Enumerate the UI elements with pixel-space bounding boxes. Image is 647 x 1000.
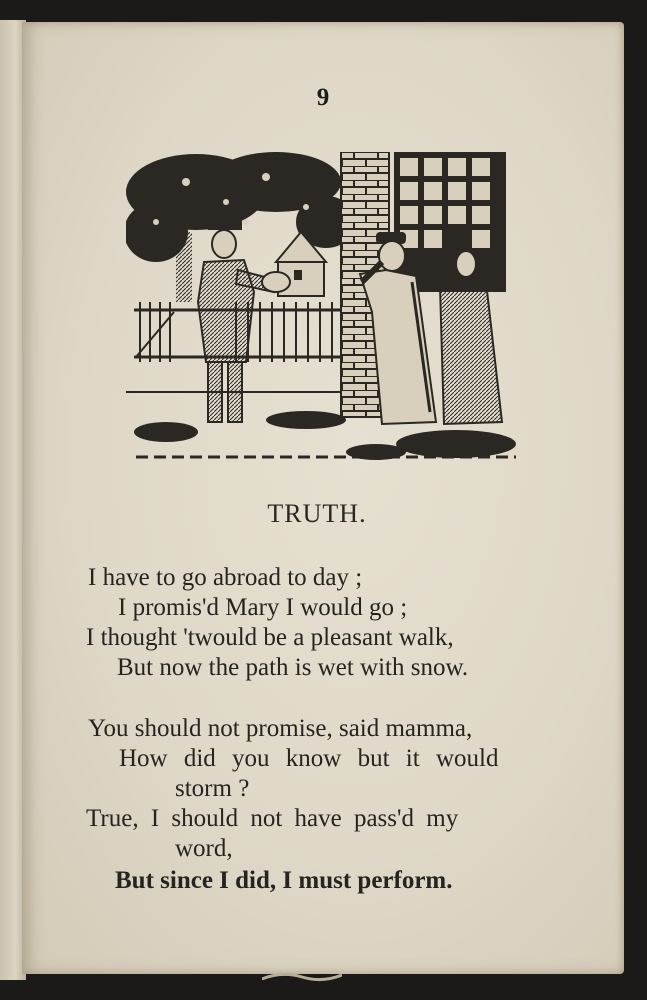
woodcut-illustration-icon [126,152,518,472]
poem-line: I promis'd Mary I would go ; [118,594,408,621]
poem-line: You should not promise, said mamma, [88,715,473,742]
poem-line: storm ? [175,775,250,802]
poem-line: But since I did, I must perform. [115,867,453,894]
poem-line: I thought 'twould be a pleasant walk, [86,624,454,651]
paper-tear-icon [262,967,342,985]
poem-line: I have to go abroad to day ; [88,564,363,591]
page-number: 9 [316,84,330,111]
poem-line: word, [175,835,233,862]
book-page [22,22,624,974]
poem-title: TRUTH. [267,499,367,528]
tree-foliage [126,152,356,262]
poem-line: How did you know but it would [119,745,499,772]
poem-line: But now the path is wet with snow. [117,654,469,681]
poem-line: True, I should not have pass'd my [86,805,459,832]
